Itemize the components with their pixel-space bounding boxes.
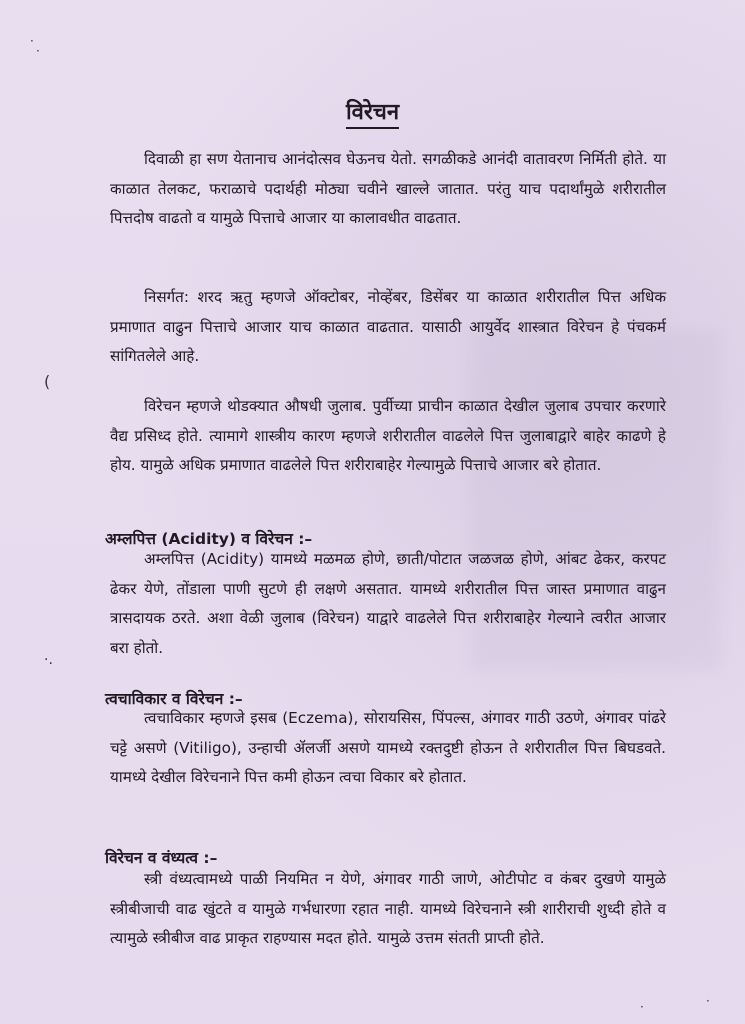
section-body-infertility: स्त्री वंध्यत्वामध्ये पाळी नियमित न येणे, अंगावर गाठी जाणे, ओटीपोट व कंबर दुखणे यामुळे स्त्रीबीजाची वाढ खुंटते व यामुळे गर्भधारणा रहात नाही. यामध्ये विरेचनाने स्त्री शारीराची शुध्दी होते व त्यामुळे स्त्रीबीज वाढ प्राकृत राहण्यास मदत होते. यामुळे उत्तम संतती प्राप्ती होते. [110, 870, 666, 947]
scan-speck: · [706, 994, 710, 1008]
section-body-acidity-block [110, 545, 666, 663]
section-heading-skin: त्वचाविकार व विरेचन :– [105, 690, 243, 708]
section-body-skin-block [110, 704, 666, 793]
page-title-text: विरेचन [346, 100, 399, 129]
scan-mark: ·. [44, 652, 53, 668]
scan-mark: ( [44, 372, 51, 391]
scan-speck: · [30, 34, 34, 48]
page-title [0, 96, 745, 126]
nature-paragraph-block [110, 283, 666, 372]
nature-paragraph: निसर्गत: शरद ऋतु म्हणजे ऑक्टोबर, नोव्हेंबर, डिसेंबर या काळात शरीरातील पित्त अधिक प्रमाणात वाढुन पित्ताचे आजार याच काळात वाढतात. यासाठी आयुर्वेद शास्त्रात विरेचन हे पंचकर्म सांगितलेले आहे. [110, 288, 666, 365]
section-heading-acidity: अम्लपित्त (Acidity) व विरेचन :– [105, 530, 313, 548]
section-body-infertility-block [110, 865, 666, 954]
section-body-skin: त्वचाविकार म्हणजे इसब (Eczema), सोरायसिस, पिंपल्स, अंगावर गाठी उठणे, अंगावर पांढरे चट्टे असणे (Vitiligo), उन्हाची ॲलर्जी असणे यामध्ये रक्तदुष्टी होऊन ते शरीरातील पित्त बिघडवते. यामध्ये देखील विरेचनाने पित्त कमी होऊन त्वचा विकार बरे होतात. [110, 709, 666, 786]
section-heading-infertility: विरेचन व वंध्यत्व :– [105, 849, 218, 867]
section-body-acidity: अम्लपित्त (Acidity) यामध्ये मळमळ होणे, छाती/पोटात जळजळ होणे, आंबट ढेकर, करपट ढेकर येणे, तोंडाला पाणी सुटणे ही लक्षणे असतात. यामध्ये शरीरातील पित्त जास्त प्रमाणात वाढुन त्रासदायक ठरते. अशा वेळी जुलाब (विरेचन) याद्वारे वाढलेले पित्त शरीराबाहेर गेल्याने त्वरीत आजार बरा होतो. [110, 550, 666, 657]
scan-speck: · [36, 44, 40, 58]
scan-speck: · [640, 1000, 644, 1014]
intro-paragraph-block [110, 145, 666, 234]
definition-paragraph-block [110, 392, 666, 481]
intro-paragraph: दिवाळी हा सण येतानाच आनंदोत्सव घेऊनच येतो. सगळीकडे आनंदी वातावरण निर्मिती होते. या काळात तेलकट, फराळाचे पदार्थही मोठ्या चवीने खाल्ले जातात. परंतु याच पदार्थांमुळे शरीरातील पित्तदोष वाढतो व यामुळे पित्ताचे आजार या कालावधीत वाढतात. [110, 150, 666, 227]
definition-paragraph: विरेचन म्हणजे थोडक्यात औषधी जुलाब. पुर्वीच्या प्राचीन काळात देखील जुलाब उपचार करणारे वैद्य प्रसिध्द होते. त्यामागे शास्त्रीय कारण म्हणजे शरीरातील वाढलेले पित्त जुलाबाद्वारे बाहेर काढणे हे होय. यामुळे अधिक प्रमाणात वाढलेले पित्त शरीराबाहेर गेल्यामुळे पित्ताचे आजार बरे होतात. [110, 397, 666, 474]
